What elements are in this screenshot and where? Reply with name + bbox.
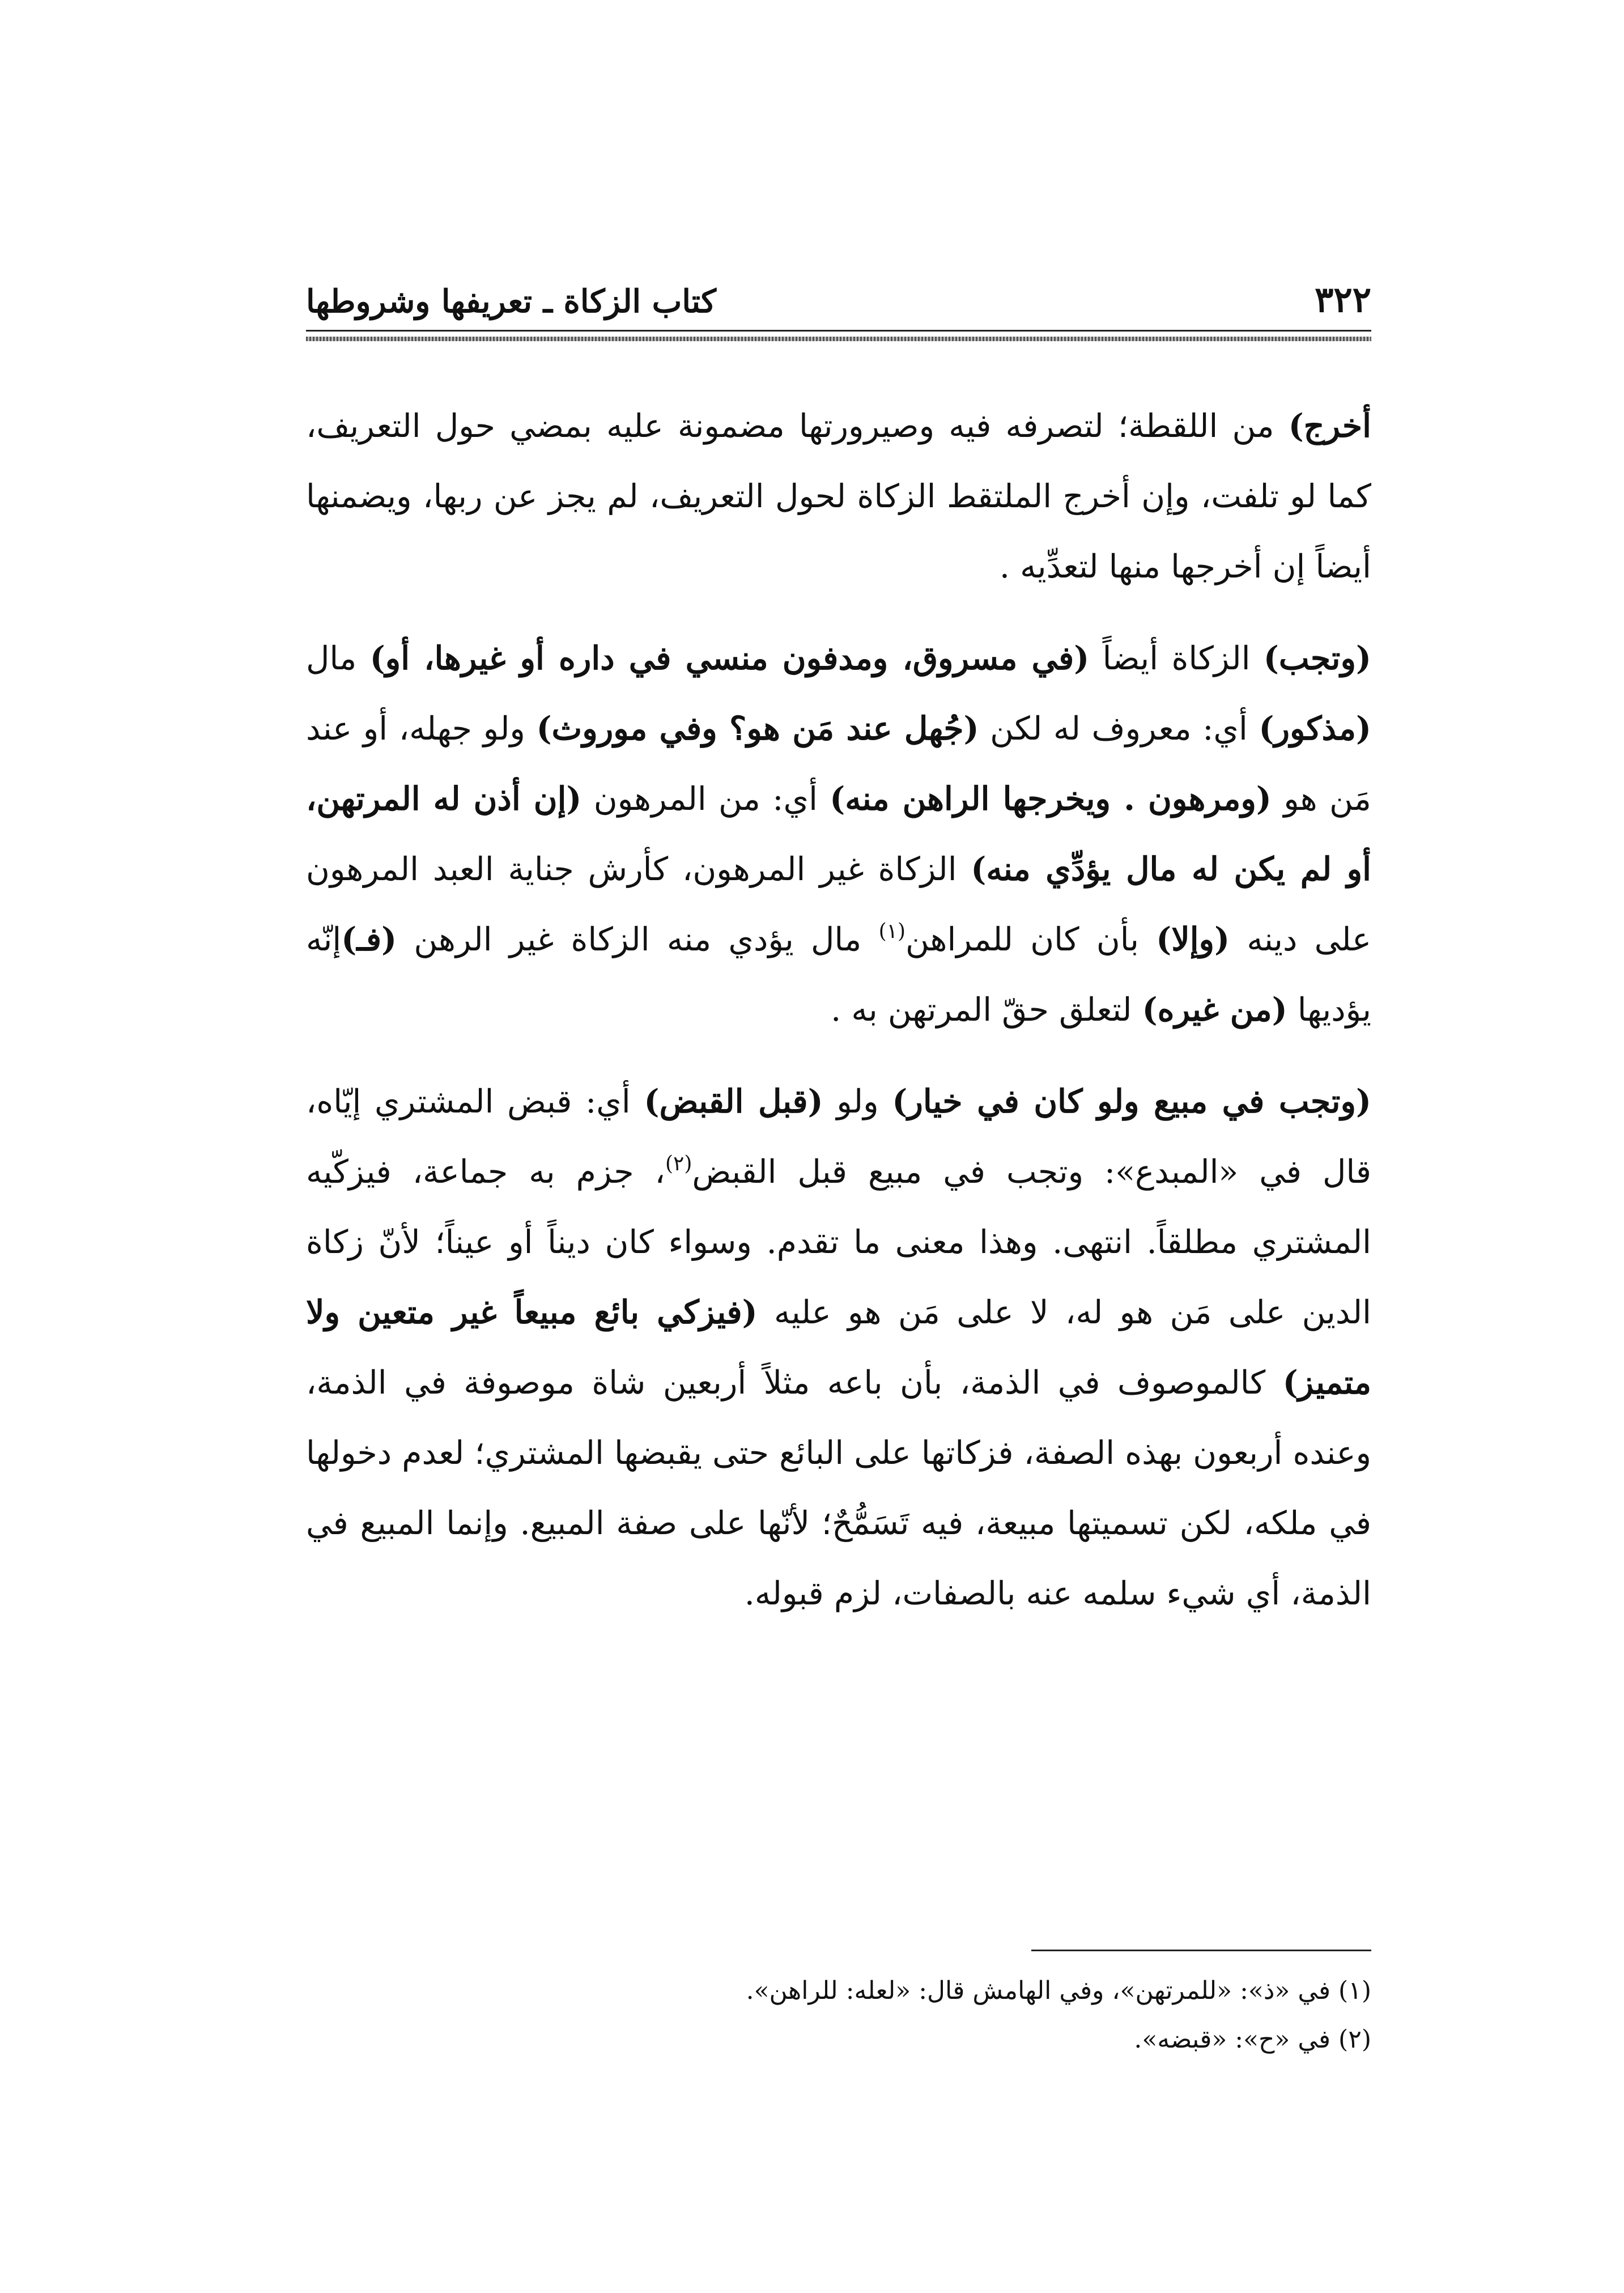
sharh-text: ولو (823, 1083, 892, 1120)
footnote-1: (١) في «ذ»: «للمرتهن»، وفي الهامش قال: «لعله: للراهن». (746, 1976, 1371, 2005)
matn-text: (فيزكي بائع مبيعاً غير متعين ولا متميز) (306, 1293, 1371, 1402)
footnote-2: (٢) في «ح»: «قبضه». (1134, 2025, 1371, 2054)
sharh-text: بأن كان للمراهن (905, 921, 1157, 958)
footnote-rule (1031, 1950, 1371, 1951)
sharh-text: من اللقطة؛ لتصرفه فيه وصيرورتها مضمونة عليه بمضي حول التعريف، كما لو تلفت، وإن أخرج الملتقط الزكاة لحول التعريف، لم يجز عن ربها، ويضمنها أيضاً إن أخرجها منها لتعدِّيه . (306, 407, 1371, 585)
footnote-marker: (١) (878, 920, 906, 943)
header-rule (306, 330, 1371, 332)
matn-text: (مذكور) (1259, 710, 1371, 748)
matn-text: (وتجب) (1263, 639, 1372, 677)
footnotes (306, 1967, 1371, 2064)
matn-text: أخرج) (1288, 407, 1371, 445)
sharh-text: ولو جهله، أو عند مَن هو (306, 710, 1371, 818)
matn-text: (قبل القبض) (644, 1082, 823, 1120)
matn-text: (من غيره) (1142, 991, 1287, 1029)
sharh-text: الزكاة أيضاً (1089, 640, 1264, 677)
running-title: كتاب الزكاة ـ تعريفها وشروطها (306, 283, 716, 320)
header-rule-pattern (306, 337, 1371, 341)
sharh-text: لتعلق حقّ المرتهن به . (831, 991, 1142, 1029)
footnote-marker: (٢) (665, 1152, 692, 1175)
sharh-text: أي: قبض المشتري إيّاه، قال في «المبدع»: وتجب في مبيع قبل القبض (306, 1083, 1371, 1191)
matn-text: (فـ) (341, 920, 397, 958)
page-number: ٣٢٢ (1315, 279, 1371, 320)
matn-text: (ومرهون . ويخرجها الراهن منه) (830, 780, 1272, 818)
matn-text: (إن أذن له المرتهن، أو لم يكن له مال يؤدِّي منه) (306, 780, 1371, 888)
page-header (306, 255, 1371, 320)
sharh-text: أي: معروف له لكن (979, 710, 1259, 748)
sharh-text: إنّه يؤديها (306, 921, 1371, 1029)
paragraph (306, 623, 1371, 1045)
paragraph (306, 391, 1371, 602)
sharh-text: مال يؤدي منه الزكاة غير الرهن (397, 921, 879, 958)
sharh-text: الزكاة غير المرهون، كأرش جناية العبد المرهون على دينه (306, 851, 1371, 958)
matn-text: (وتجب في مبيع ولو كان في خيار) (892, 1082, 1372, 1120)
sharh-text: مال (306, 640, 370, 677)
sharh-text: ، جزم به جماعة، فيزكّيه المشتري مطلقاً. انتهى. وهذا معنى ما تقدم. وسواء كان ديناً أو عيناً؛ لأنّ زكاة الدين على مَن هو له، لا على مَن هو عليه (306, 1153, 1372, 1331)
sharh-text: أي: من المرهون (581, 780, 830, 818)
paragraph (306, 1067, 1371, 1629)
main-text (306, 391, 1371, 1650)
matn-text: (وإلا) (1156, 920, 1230, 958)
matn-text: (جُهل عند مَن هو؟ وفي موروث) (536, 710, 979, 748)
matn-text: (في مسروق، ومدفون منسي في داره أو غيرها، أو) (369, 639, 1090, 677)
sharh-text: كالموصوف في الذمة، بأن باعه مثلاً أربعين شاة موصوفة في الذمة، وعنده أربعون بهذه الصفة، فزكاتها على البائع حتى يقبضها المشتري؛ لعدم دخولها في ملكه، لكن تسميتها مبيعة، فيه تَسَمُّحٌ؛ لأنّها على صفة المبيع. وإنما المبيع في الذمة، أي شيء سلمه عنه بالصفات، لزم قبوله. (306, 1364, 1371, 1612)
